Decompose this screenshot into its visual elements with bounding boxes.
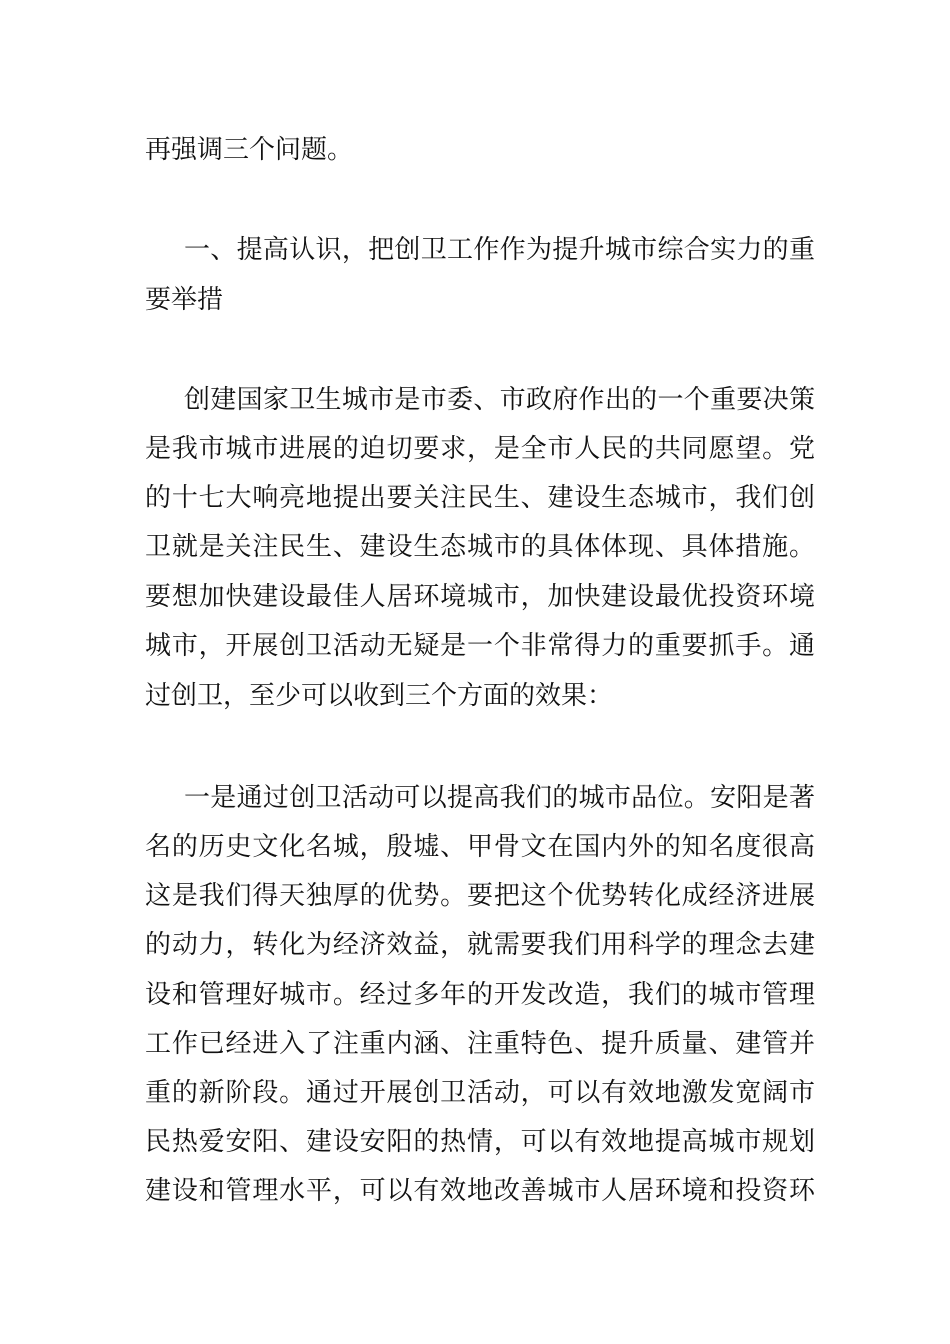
section-heading-line: 一、提高认识，把创卫工作作为提升城市综合实力的重 — [184, 235, 815, 265]
text-line: 再强调三个问题。 — [145, 135, 354, 165]
text-line: 的十七大响亮地提出要关注民生、建设生态城市，我们创 — [145, 483, 815, 513]
text-line: 是我市城市进展的迫切要求，是全市人民的共同愿望。党 — [145, 434, 815, 464]
text-line: 建设和管理水平，可以有效地改善城市人居环境和投资环 — [145, 1176, 815, 1206]
text-line: 创建国家卫生城市是市委、市政府作出的一个重要决策 — [184, 385, 815, 415]
text-line: 一是通过创卫活动可以提高我们的城市品位。安阳是著 — [184, 783, 815, 813]
text-line: 城市，开展创卫活动无疑是一个非常得力的重要抓手。通 — [145, 631, 815, 661]
text-line: 设和管理好城市。经过多年的开发改造，我们的城市管理 — [145, 980, 815, 1010]
text-line: 民热爱安阳、建设安阳的热情，可以有效地提高城市规划 — [145, 1127, 815, 1157]
text-line: 工作已经进入了注重内涵、注重特色、提升质量、建管并 — [145, 1029, 815, 1059]
text-line: 这是我们得天独厚的优势。要把这个优势转化成经济进展 — [145, 881, 815, 911]
text-line: 重的新阶段。通过开展创卫活动，可以有效地激发宽阔市 — [145, 1078, 815, 1108]
text-line: 过创卫，至少可以收到三个方面的效果： — [145, 681, 614, 711]
text-line: 要想加快建设最佳人居环境城市，加快建设最优投资环境 — [145, 582, 815, 612]
text-line: 的动力，转化为经济效益，就需要我们用科学的理念去建 — [145, 930, 815, 960]
text-line: 卫就是关注民生、建设生态城市的具体体现、具体措施。 — [145, 532, 815, 562]
section-heading-line: 要举措 — [145, 285, 224, 315]
text-line: 名的历史文化名城，殷墟、甲骨文在国内外的知名度很高 — [145, 832, 815, 862]
